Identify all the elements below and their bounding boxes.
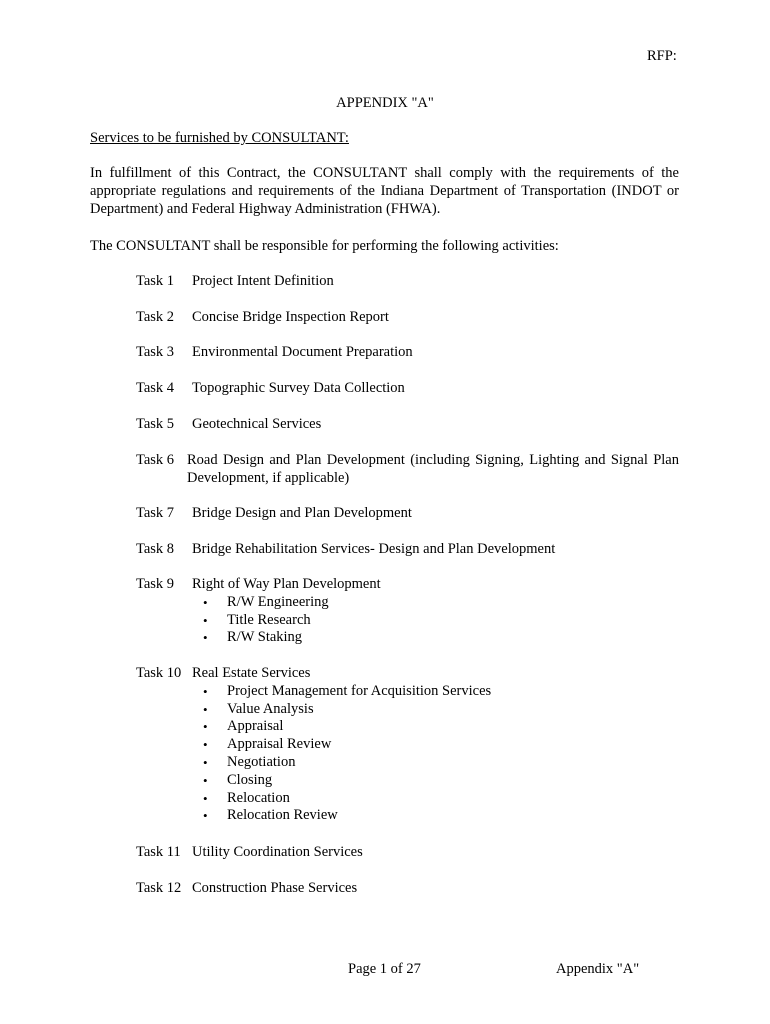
bullet-icon: • (203, 790, 208, 806)
task-number: Task 1 (136, 273, 175, 289)
list-item (202, 754, 491, 772)
list-item-label: Appraisal Review (227, 736, 332, 753)
services-heading: Services to be furnished by CONSULTANT: (90, 130, 349, 146)
bullet-icon: • (203, 719, 208, 735)
page-title: APPENDIX "A" (336, 95, 434, 111)
bullet-icon: • (203, 701, 208, 717)
bullet-icon: • (203, 772, 208, 788)
bullet-icon: • (203, 612, 208, 628)
list-item (202, 718, 491, 736)
responsible-sentence: The CONSULTANT shall be responsible for performing the following activities: (90, 238, 559, 254)
task-title: Bridge Design and Plan Development (192, 505, 412, 521)
task-number: Task 12 (136, 880, 182, 896)
list-item (202, 736, 491, 754)
task-number: Task 4 (136, 380, 175, 396)
task-title: Utility Coordination Services (192, 844, 363, 860)
task-title-line-2: Development, if applicable) (187, 469, 350, 486)
bullet-icon: • (203, 754, 208, 770)
footer-appendix-label: Appendix "A" (556, 961, 640, 977)
list-item-label: R/W Staking (227, 629, 303, 646)
list-item (202, 612, 329, 630)
bullet-icon: • (203, 683, 208, 699)
list-item-label: Closing (227, 771, 273, 788)
task-number: Task 6 (136, 452, 175, 468)
list-item-label: Title Research (227, 611, 311, 628)
list-item-label: Value Analysis (227, 700, 314, 717)
list-item-label: Appraisal (227, 718, 284, 735)
task-10-bullet-list (202, 683, 491, 825)
bullet-icon: • (203, 594, 208, 610)
task-title: Real Estate Services (192, 665, 311, 681)
list-item (202, 790, 491, 808)
task-title-line-1: Road Design and Plan Development (including Signing, Lighting and Signal Plan (187, 452, 679, 468)
rfp-label: RFP: (647, 48, 677, 64)
task-number: Task 8 (136, 541, 175, 557)
list-item-label: Relocation (227, 789, 290, 806)
list-item (202, 772, 491, 790)
task-number: Task 3 (136, 344, 175, 360)
task-title: Construction Phase Services (192, 880, 358, 896)
task-number: Task 11 (136, 844, 181, 860)
list-item (202, 629, 329, 647)
bullet-icon: • (203, 808, 208, 824)
intro-paragraph: In fulfillment of this Contract, the CONSULTANT shall comply with the requirements of the appropriate regulations and requirements of the Indiana Department of Transportation (INDOT or Department) and Federal Highway Administration (FHWA). (90, 165, 679, 217)
task-number: Task 9 (136, 576, 175, 592)
list-item-label: Negotiation (227, 753, 296, 770)
task-title: Topographic Survey Data Collection (192, 380, 405, 396)
task-title: Project Intent Definition (192, 273, 334, 289)
task-title (187, 452, 679, 488)
page-number: Page 1 of 27 (348, 961, 421, 977)
task-title: Environmental Document Preparation (192, 344, 413, 360)
list-item (202, 594, 329, 612)
task-number: Task 10 (136, 665, 182, 681)
list-item-label: Relocation Review (227, 807, 338, 824)
list-item (202, 807, 491, 825)
task-9-bullet-list (202, 594, 329, 647)
task-number: Task 2 (136, 309, 175, 325)
bullet-icon: • (203, 630, 208, 646)
list-item (202, 683, 491, 701)
bullet-icon: • (203, 737, 208, 753)
task-number: Task 5 (136, 416, 175, 432)
task-title: Concise Bridge Inspection Report (192, 309, 389, 325)
task-title: Bridge Rehabilitation Services- Design and Plan Development (192, 541, 556, 557)
task-title: Geotechnical Services (192, 416, 322, 432)
task-title: Right of Way Plan Development (192, 576, 381, 592)
list-item-label: R/W Engineering (227, 593, 329, 610)
task-number: Task 7 (136, 505, 175, 521)
list-item (202, 701, 491, 719)
list-item-label: Project Management for Acquisition Services (227, 682, 492, 699)
